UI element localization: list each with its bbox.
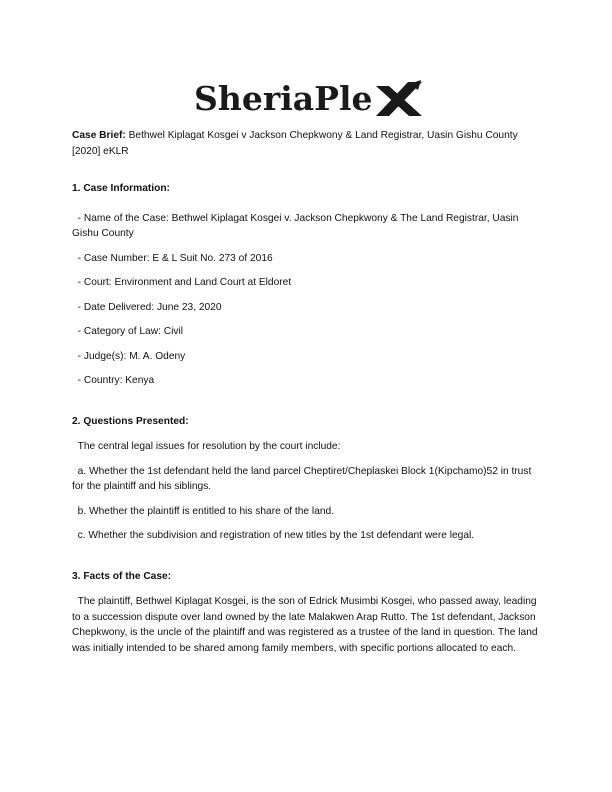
case-brief-label: Case Brief:: [72, 130, 126, 141]
case-name: - Name of the Case: Bethwel Kiplagat Kosgei v. Jackson Chepkwony & The Land Registrar, Uasin Gishu County: [72, 212, 522, 239]
country: - Country: Kenya: [72, 375, 155, 386]
case-number: - Case Number: E & L Suit No. 273 of 2016: [72, 252, 273, 264]
logo-x-mark: [376, 80, 422, 116]
document-body: [72, 128, 544, 656]
court: - Court: Environment and Land Court at Eldoret: [72, 277, 292, 288]
question-c: c. Whether the subdivision and registration of new titles by the 1st defendant were legal.: [72, 530, 475, 541]
question-b: b. Whether the plaintiff is entitled to his share of the land.: [72, 505, 335, 517]
section-heading-questions-presented: 2. Questions Presented:: [72, 415, 189, 427]
section-heading-facts: 3. Facts of the Case:: [72, 570, 172, 582]
sheriaplex-logo: [0, 74, 612, 124]
logo-graphic: [186, 74, 426, 124]
question-a: a. Whether the 1st defendant held the land parcel Cheptiret/Cheplaskei Block 1(Kipchamo)52 in trust for the plaintiff and his siblings.: [72, 465, 535, 492]
facts-paragraph: The plaintiff, Bethwel Kiplagat Kosgei, is the son of Edrick Musimbi Kosgei, who passed away, leading to a succession dispute over land owned by the late Malakwen Arap Rutto. The 1st defendant, Jackson Chepkwony, is the uncle of the plaintiff and was registered as a trustee of the land in question. The land was initially intended to be shared among family members, with specific portions allocated to each.: [72, 596, 541, 654]
questions-intro: The central legal issues for resolution by the court include:: [72, 441, 341, 452]
date-delivered: - Date Delivered: June 23, 2020: [72, 301, 222, 313]
logo-wordmark: SheriaPle: [194, 79, 373, 118]
case-brief: [72, 128, 544, 159]
judges: - Judge(s): M. A. Odeny: [72, 350, 186, 362]
section-heading-case-information: 1. Case Information:: [72, 183, 170, 194]
category-of-law: - Category of Law: Civil: [72, 326, 183, 337]
case-brief-text: Bethwel Kiplagat Kosgei v Jackson Chepkwony & Land Registrar, Uasin Gishu County [2020] eKLR: [72, 130, 518, 157]
